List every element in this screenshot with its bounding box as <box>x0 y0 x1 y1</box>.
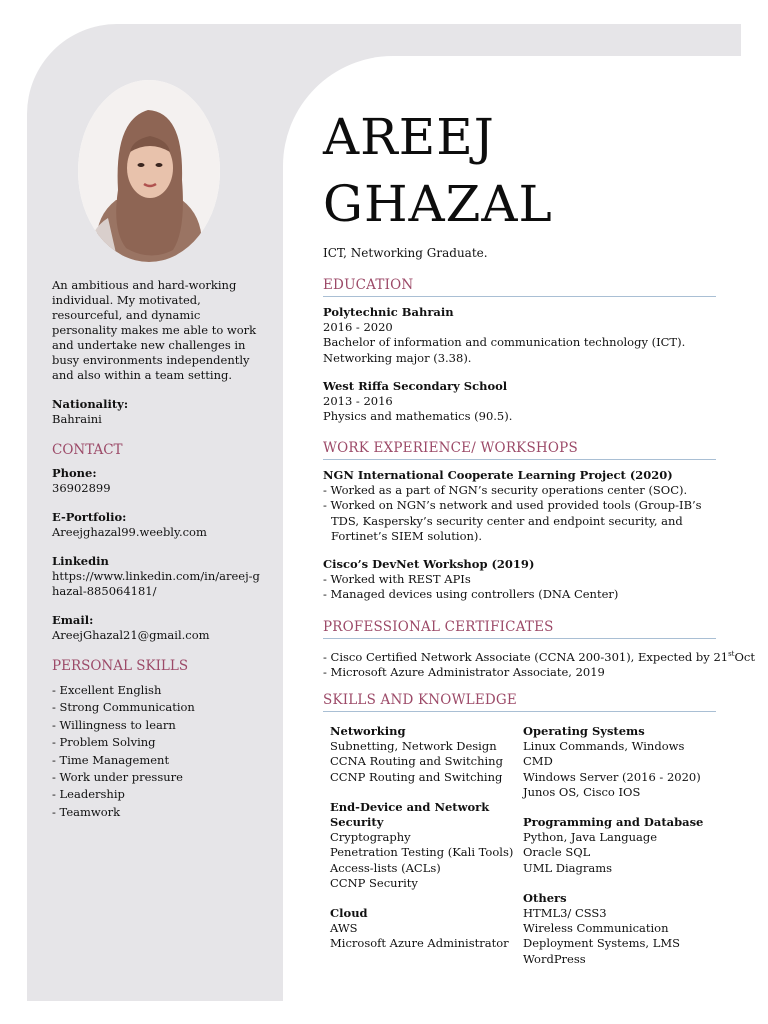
school-detail: Networking major (3.38). <box>323 350 472 365</box>
work-title: NGN International Cooperate Learning Project (2020) <box>323 468 673 482</box>
education-heading: EDUCATION <box>323 277 716 297</box>
skill-group <box>523 891 716 967</box>
list-item: - Work under pressure <box>52 769 267 786</box>
portrait-illustration <box>78 80 220 262</box>
skill-group <box>330 800 523 891</box>
skill-item: Windows Server (2016 - 2020) <box>523 769 701 784</box>
personal-skills-list <box>52 682 267 821</box>
list-item: - Worked on NGN’s network and used provided tools (Group-IB’s TDS, Kaspersky’s security center and endpoint security, and Fortinet’s SIEM solution). <box>323 498 716 544</box>
skills-heading: SKILLS AND KNOWLEDGE <box>323 692 716 712</box>
school-detail: Bachelor of information and communication technology (ICT). <box>323 335 686 350</box>
list-item: - Time Management <box>52 752 267 769</box>
work-section <box>323 440 716 603</box>
skill-group <box>330 906 523 952</box>
list-item: - Teamwork <box>52 804 267 821</box>
cert-sup: st <box>728 650 735 658</box>
summary-text: An ambitious and hard-working individual. My motivated, resourceful, and dynamic personality makes me able to work and undertake new challenges in busy environments independently and also within a team setting. <box>52 278 257 382</box>
work-heading: WORK EXPERIENCE/ WORKSHOPS <box>323 440 716 460</box>
skill-item: Linux Commands, Windows CMD <box>523 739 685 769</box>
email-label: Email: <box>52 613 94 627</box>
nationality-label: Nationality: <box>52 397 129 411</box>
skill-item: Penetration Testing (Kali Tools) <box>330 845 514 860</box>
skill-group-title: End-Device and Network Security <box>330 799 490 830</box>
name-last: GHAZAL <box>323 175 553 233</box>
skill-item: Subnetting, Network Design <box>330 739 497 754</box>
list-item: - Microsoft Azure Administrator Associate, 2019 <box>323 665 716 680</box>
education-entry <box>323 379 716 425</box>
cert-month: Oct <box>734 649 755 664</box>
skill-item: AWS <box>330 921 358 936</box>
certificates-section <box>323 619 755 680</box>
phone-value: 36902899 <box>52 481 111 495</box>
school-name: Polytechnic Bahrain <box>323 305 454 319</box>
list-item: - Managed devices using controllers (DNA Center) <box>323 587 716 602</box>
list-item: - Worked with REST APIs <box>323 572 716 587</box>
school-years: 2013 - 2016 <box>323 394 393 409</box>
list-item: - Excellent English <box>52 682 267 699</box>
skill-group-title: Cloud <box>330 906 368 921</box>
name-first: AREEJ <box>323 108 495 166</box>
list-item: - Leadership <box>52 786 267 803</box>
sidebar <box>52 278 267 821</box>
skills-column-left <box>330 724 523 982</box>
skill-group <box>523 724 716 800</box>
school-years: 2016 - 2020 <box>323 320 393 335</box>
linkedin-label: Linkedin <box>52 554 109 568</box>
work-title: Cisco’s DevNet Workshop (2019) <box>323 557 535 572</box>
work-entry <box>323 557 716 603</box>
skill-group <box>330 724 523 785</box>
skill-group-title: Others <box>523 890 567 905</box>
list-item <box>323 647 755 665</box>
skill-item: Microsoft Azure Administrator <box>330 936 509 951</box>
email-link[interactable]: AreejGhazal21@gmail.com <box>52 628 210 642</box>
list-item: - Willingness to learn <box>52 717 267 734</box>
skill-item: Cryptography <box>330 830 411 845</box>
skill-item: Deployment Systems, LMS <box>523 936 680 951</box>
skill-item: Wireless Communication <box>523 921 669 936</box>
tagline: ICT, Networking Graduate. <box>323 246 488 260</box>
skill-group <box>523 815 716 876</box>
education-entry <box>323 305 716 366</box>
skill-item: CCNA Routing and Switching <box>330 754 503 769</box>
school-detail: Physics and mathematics (90.5). <box>323 409 513 424</box>
list-item: - Worked as a part of NGN’s security operations center (SOC). <box>323 483 716 498</box>
portfolio-label: E-Portfolio: <box>52 510 127 524</box>
skill-item: Oracle SQL <box>523 845 591 860</box>
list-item: - Problem Solving <box>52 734 267 751</box>
phone-label: Phone: <box>52 466 97 480</box>
skill-item: Junos OS, Cisco IOS <box>523 784 641 799</box>
skill-item: CCNP Routing and Switching <box>330 769 503 784</box>
skill-item: Access-lists (ACLs) <box>330 860 441 875</box>
work-entry <box>323 468 716 544</box>
personal-skills-heading: PERSONAL SKILLS <box>52 658 189 674</box>
skills-column-right <box>523 724 716 982</box>
list-item: - Strong Communication <box>52 699 267 716</box>
education-section <box>323 277 716 424</box>
skill-item: HTML3/ CSS3 <box>523 906 607 921</box>
skill-item: CCNP Security <box>330 875 418 890</box>
skill-group-title: Operating Systems <box>523 724 645 738</box>
skill-item: Python, Java Language <box>523 830 658 845</box>
portfolio-link[interactable]: Areejghazal99.weebly.com <box>52 525 207 539</box>
skill-item: UML Diagrams <box>523 860 613 875</box>
skill-group-title: Programming and Database <box>523 815 704 830</box>
profile-photo <box>78 80 220 262</box>
cert-text: Cisco Certified Network Associate (CCNA 200-301), Expected by 21 <box>330 649 729 664</box>
nationality-value: Bahraini <box>52 412 102 426</box>
skill-item: WordPress <box>523 951 586 966</box>
skills-section <box>323 692 716 982</box>
school-name: West Riffa Secondary School <box>323 378 508 393</box>
page-title <box>323 104 553 238</box>
certificates-list <box>323 647 755 680</box>
skill-group-title: Networking <box>330 724 406 738</box>
certificates-heading: PROFESSIONAL CERTIFICATES <box>323 619 716 639</box>
contact-heading: CONTACT <box>52 442 123 458</box>
linkedin-link[interactable]: https://www.linkedin.com/in/areej-ghazal-885064181/ <box>52 569 260 598</box>
